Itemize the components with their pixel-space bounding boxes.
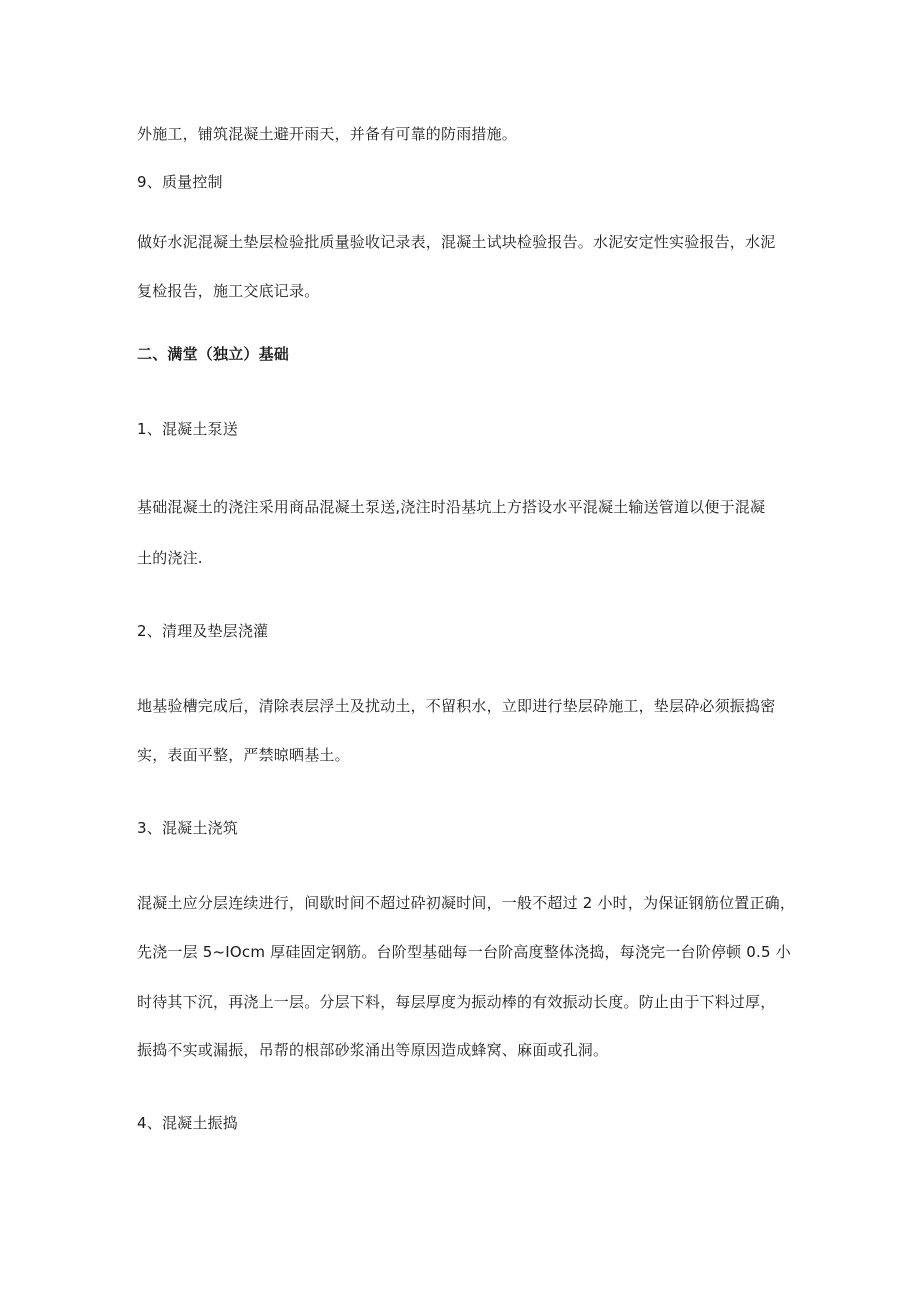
text-line: 时待其下沉，再浇上一层。分层下料，每层厚度为振动棒的有效振动长度。防止由于下料过厚， — [137, 993, 776, 1011]
text-line: 复检报告，施工交底记录。 — [137, 282, 320, 300]
chapter-heading-foundation: 二、满堂（独立）基础 — [137, 345, 290, 363]
section-heading-quality-control: 9、质量控制 — [137, 173, 223, 191]
section-heading-vibration: 4、混凝土振捣 — [137, 1114, 238, 1132]
text-line: 做好水泥混凝土垫层检验批质量验收记录表，混凝土试块检验报告。水泥安定性实验报告，水泥 — [137, 233, 776, 251]
text-line: 先浇一层 5~IOcm 厚硅固定钢筋。台阶型基础每一台阶高度整体浇捣，每浇完一台阶停顿 0.5 小 — [137, 943, 791, 961]
section-heading-pumping: 1、混凝土泵送 — [137, 420, 238, 438]
section-heading-cleaning: 2、清理及垫层浇灌 — [137, 622, 269, 640]
section-heading-pouring: 3、混凝土浇筑 — [137, 819, 238, 837]
text-line: 地基验槽完成后，清除表层浮土及扰动土，不留积水，立即进行垫层砕施工，垫层砕必须振捣密 — [137, 697, 776, 715]
text-line: 实，表面平整，严禁晾晒基土。 — [137, 746, 350, 764]
text-line: 外施工，铺筑混凝土避开雨天，并备有可靠的防雨措施。 — [137, 125, 518, 143]
text-line: 基础混凝土的浇注采用商品混凝土泵送,浇注时沿基坑上方搭设水平混凝土输送管道以便于混凝 — [137, 498, 766, 516]
text-line: 土的浇注. — [137, 549, 203, 567]
text-line: 混凝土应分层连续进行，间歇时间不超过砕初凝时间，一般不超过 2 小时，为保证钢筋位置正确， — [137, 894, 796, 912]
text-line: 振捣不实或漏振，吊帮的根部砂浆涌出等原因造成蜂窝、麻面或孔洞。 — [137, 1041, 609, 1059]
